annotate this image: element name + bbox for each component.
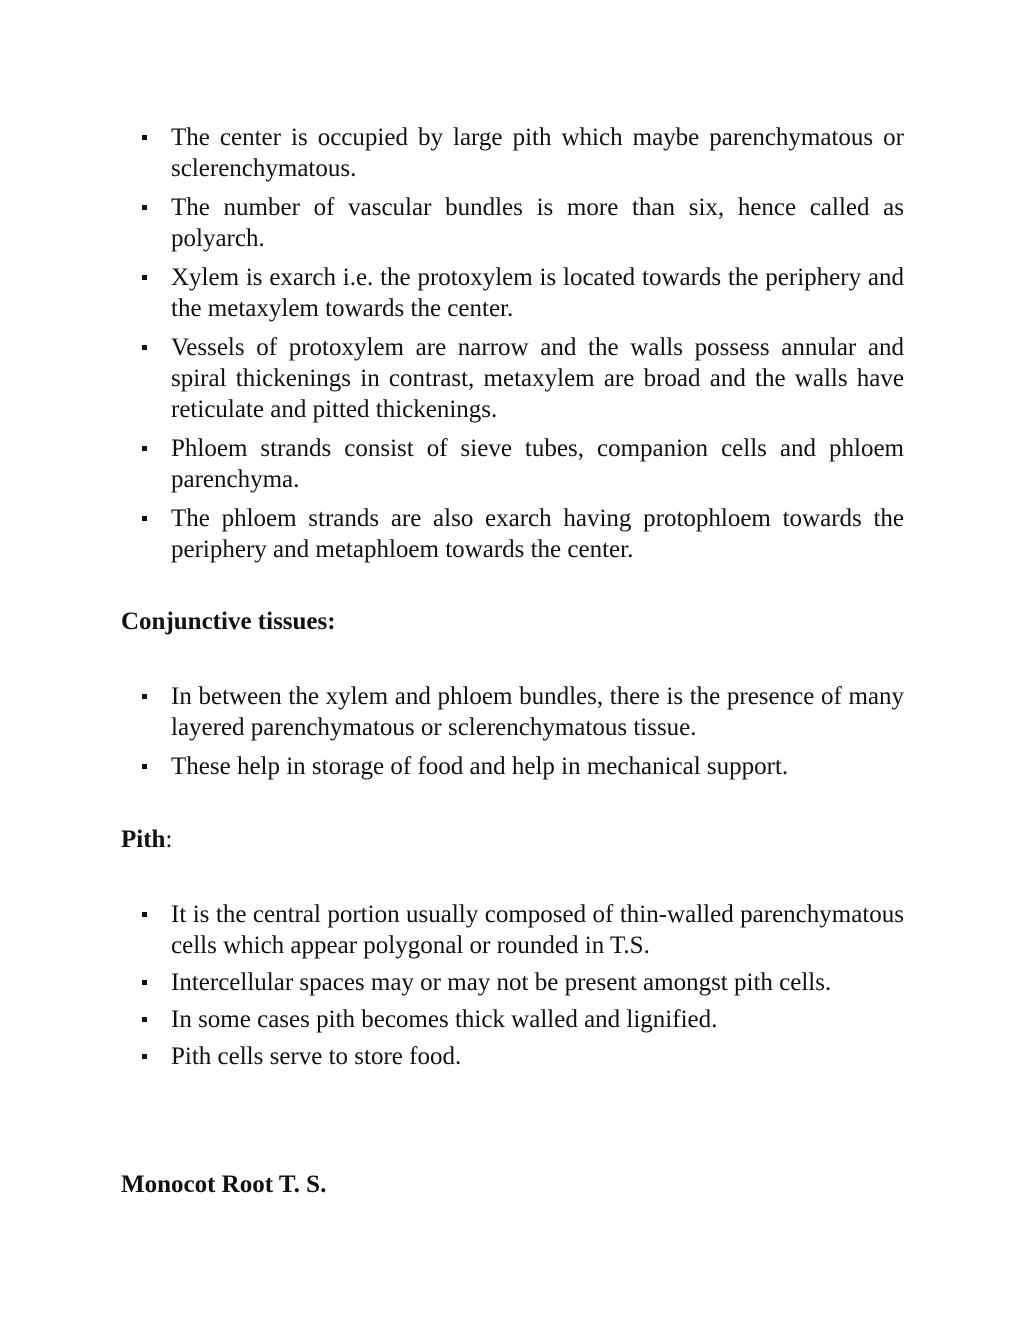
list-item-text: Xylem is exarch i.e. the protoxylem is located towards the periphery and the metaxylem towards the center. [171, 264, 904, 322]
square-bullet-icon [142, 446, 147, 451]
monocot-root-heading: Monocot Root T. S. [121, 1171, 327, 1198]
pith-heading-text: Pith [121, 826, 166, 853]
conjunctive-tissues-heading: Conjunctive tissues: [121, 608, 336, 635]
square-bullet-icon [142, 345, 147, 350]
list-item-text: It is the central portion usually composed of thin-walled parenchymatous cells which appear polygonal or rounded in T.S. [171, 901, 904, 959]
list-item [140, 503, 904, 565]
square-bullet-icon [142, 135, 147, 140]
square-bullet-icon [142, 694, 147, 699]
list-item [140, 899, 904, 961]
list-item [140, 332, 904, 425]
list-item [140, 262, 904, 324]
list-item [140, 122, 904, 184]
list-item [140, 681, 904, 743]
list-item [140, 967, 904, 998]
list-item-text: The phloem strands are also exarch having protophloem towards the periphery and metaphloem towards the center. [171, 505, 904, 563]
square-bullet-icon [142, 1017, 147, 1022]
list-item [140, 1041, 904, 1072]
square-bullet-icon [142, 764, 147, 769]
list-item-text: In some cases pith becomes thick walled and lignified. [171, 1006, 718, 1033]
conjunctive-tissues-list [140, 681, 904, 790]
square-bullet-icon [142, 205, 147, 210]
list-item [140, 433, 904, 495]
list-item [140, 192, 904, 254]
list-item [140, 751, 904, 782]
list-item-text: In between the xylem and phloem bundles, there is the presence of many layered parenchymatous or sclerenchymatous tissue. [171, 683, 904, 741]
square-bullet-icon [142, 1054, 147, 1059]
list-item-text: Pith cells serve to store food. [171, 1043, 462, 1070]
list-item [140, 1004, 904, 1035]
list-item-text: The center is occupied by large pith which maybe parenchymatous or sclerenchymatous. [171, 124, 904, 182]
pith-heading-colon: : [165, 826, 173, 853]
list-item-text: Intercellular spaces may or may not be present amongst pith cells. [171, 969, 832, 996]
square-bullet-icon [142, 516, 147, 521]
list-item-text: Vessels of protoxylem are narrow and the walls possess annular and spiral thickenings in contrast, metaxylem are broad and the walls have reticulate and pitted thickenings. [171, 334, 904, 423]
list-item-text: The number of vascular bundles is more than six, hence called as polyarch. [171, 194, 904, 252]
square-bullet-icon [142, 980, 147, 985]
pith-heading [121, 824, 172, 855]
list-item-text: These help in storage of food and help in mechanical support. [171, 753, 789, 780]
stele-features-list [140, 122, 904, 573]
list-item-text: Phloem strands consist of sieve tubes, companion cells and phloem parenchyma. [171, 435, 904, 493]
pith-list [140, 899, 904, 1078]
square-bullet-icon [142, 912, 147, 917]
square-bullet-icon [142, 275, 147, 280]
